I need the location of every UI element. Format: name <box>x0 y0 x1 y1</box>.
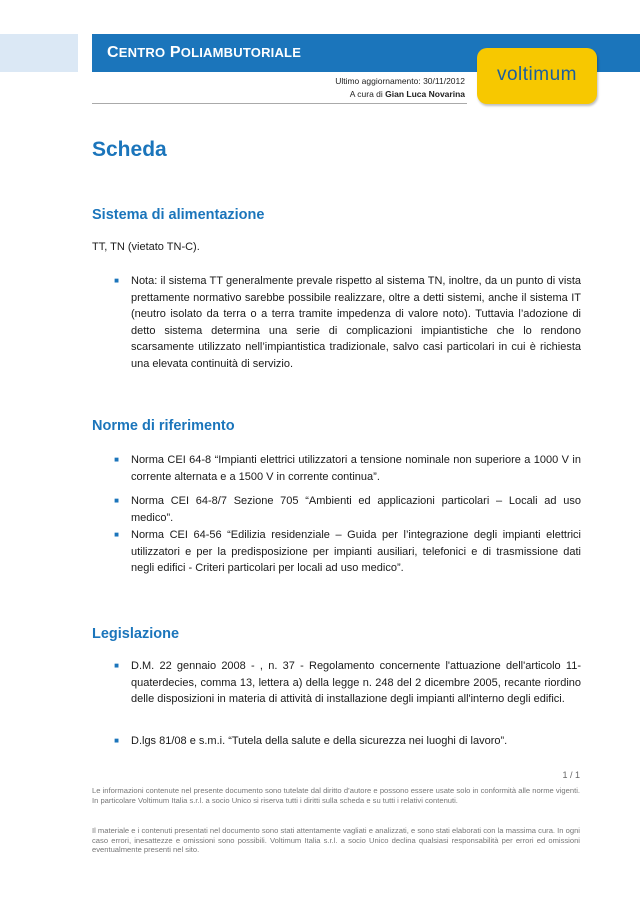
header-title <box>107 44 301 62</box>
last-update: Ultimo aggiornamento: 30/11/2012 <box>335 76 465 86</box>
list-item: Nota: il sistema TT generalmente prevale rispetto al sistema TN, inoltre, da un punto di vista prettamente normativo sarebbe possibile realizzare, oltre a detti sistemi, anche il sistema IT (neutro isolato da terra o a terra tramite impedenza di valore noto). Tuttavia l’adozione di detto sistema determina una serie di complicazioni impiantistiche che lo rendono scarsamente utilizzato nell’impiantistica tradizionale, salvo casi particolari in cui è richiesta una elevata continuità di servizio. <box>131 275 581 370</box>
list-item: D.M. 22 gennaio 2008 - , n. 37 - Regolamento concernente l'attuazione dell'articolo 11-quaterdecies, comma 13, lettera a) della legge n. 248 del 2 dicembre 2005, recante riordino delle disposizioni in materia di attività di installazione degli impianti all'interno degli edifici. <box>131 660 581 705</box>
header-divider <box>92 103 467 104</box>
list-item: Norma CEI 64-56 “Edilizia residenziale – Guida per l’integrazione degli impianti elettrici utilizzatori e per la predisposizione per impianti ausiliari, telefonici e di trasmissione dati negli edifici - Criteri particolari per locali ad uso medico”. <box>131 529 581 574</box>
header-title-initial-c: C <box>107 44 119 61</box>
page-number: 1 / 1 <box>562 770 580 780</box>
header-title-word-1: ENTRO <box>118 45 166 60</box>
author-prefix: A cura di <box>349 89 383 99</box>
voltimum-logo <box>477 48 597 104</box>
section-heading-norme: Norme di riferimento <box>92 418 235 434</box>
list-item: Norma CEI 64-8/7 Sezione 705 “Ambienti ed applicazioni particolari – Locali ad uso medico”. <box>131 495 581 524</box>
section-heading-legislazione: Legislazione <box>92 626 180 642</box>
footer-disclaimer: Il materiale e i contenuti presentati nel documento sono stati attentamente vagliati e analizzati, e sono stati elaborati con la massima cura. In ogni caso errori, inesattezze e omissioni sono possibili. Voltimum Italia s.r.l. a socio Unico declina qualsiasi responsabilità per errori ed omissioni eventualmente presenti nel sito. <box>92 826 580 855</box>
header-title-initial-p: P <box>169 44 181 61</box>
author-name: Gian Luca Novarina <box>385 89 465 99</box>
document-title: Scheda <box>92 138 167 161</box>
section-heading-alimentazione: Sistema di alimentazione <box>92 207 265 223</box>
list-item: Norma CEI 64-8 “Impianti elettrici utilizzatori a tensione nominale non superiore a 1000 V in corrente alternata e a 1500 V in corrente continua”. <box>131 454 581 483</box>
bullet-icon: ■ <box>114 276 119 285</box>
list-item: D.lgs 81/08 e s.m.i. “Tutela della salute e della sicurezza nei luoghi di lavoro”. <box>131 735 508 747</box>
bullet-icon: ■ <box>114 496 119 505</box>
header-band-light <box>0 34 78 72</box>
footer-copyright: Le informazioni contenute nel presente documento sono tutelate dal diritto d’autore e possono essere usate solo in conformità alle norme vigenti. In particolare Voltimum Italia s.r.l. a socio Unico si riserva tutti i diritti sulla scheda e su tutti i relativi contenuti. <box>92 786 580 805</box>
bullet-icon: ■ <box>114 530 119 539</box>
logo-text: voltimum <box>496 64 577 85</box>
bullet-icon: ■ <box>114 455 119 464</box>
bullet-icon: ■ <box>114 736 119 745</box>
section-intro-alimentazione: TT, TN (vietato TN-C). <box>92 241 200 253</box>
bullet-icon: ■ <box>114 661 119 670</box>
header-title-word-2: OLIAMBUTORIALE <box>180 45 302 60</box>
author-line <box>350 89 465 99</box>
